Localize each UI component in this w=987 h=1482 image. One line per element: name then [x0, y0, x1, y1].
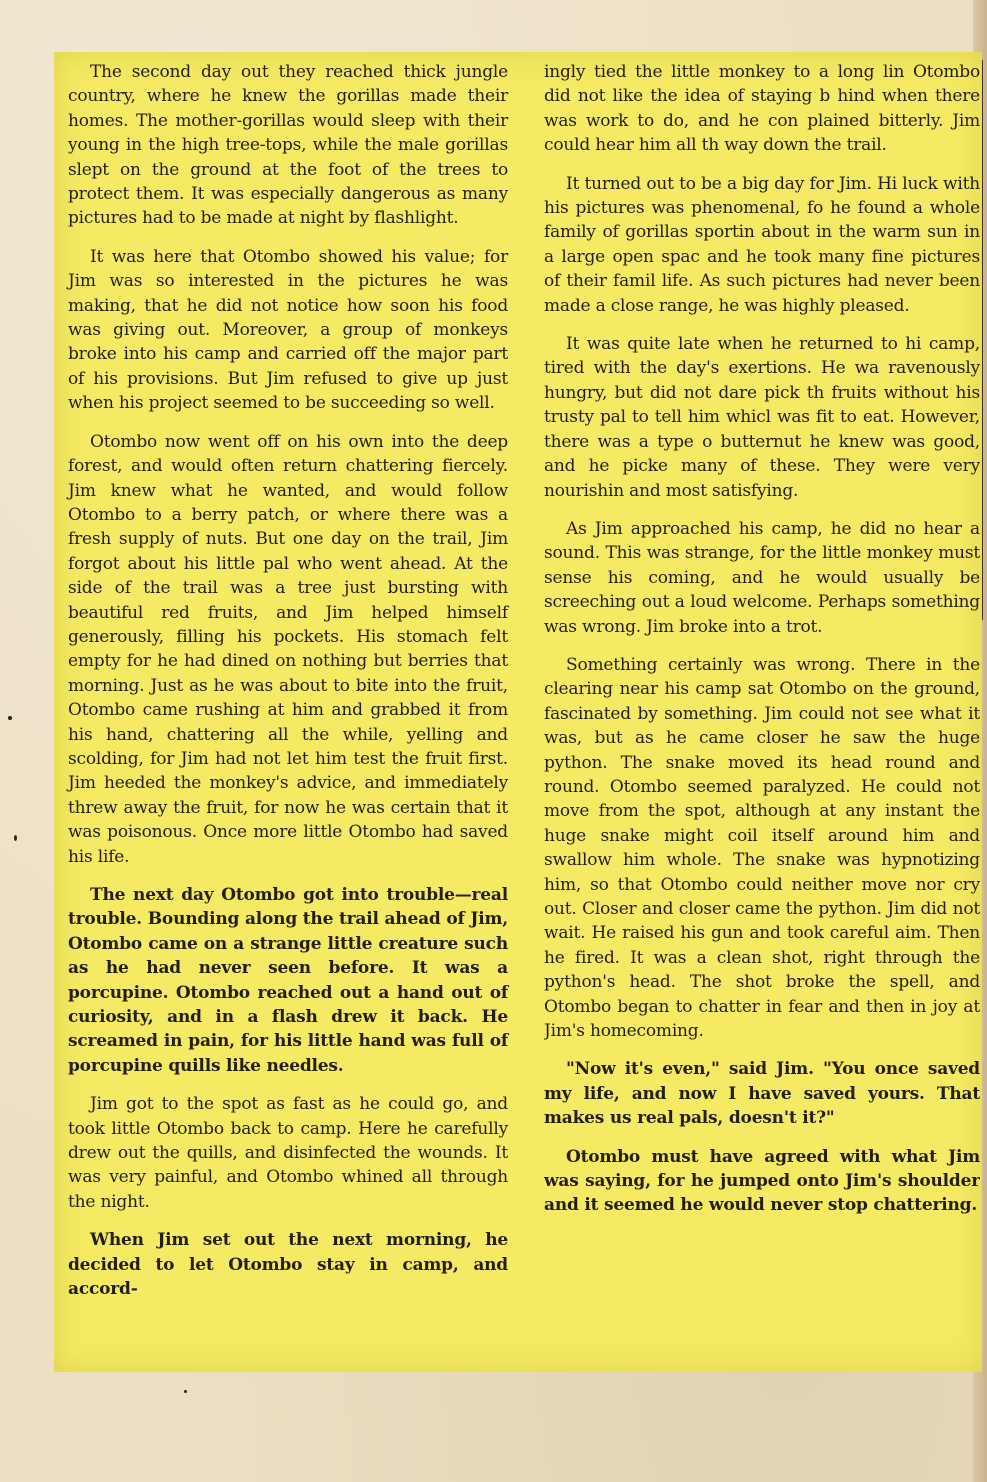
right-column [544, 60, 980, 1232]
paragraph: It turned out to be a big day for Jim. Hi luck with his pictures was phenomenal, fo he found a whole family of gorillas sportin about in the warm sun in a large open spac and he took many fine pictures of their famil life. As such pictures had never been made a close range, he was highly pleased. [544, 173, 980, 316]
left-column [68, 60, 508, 1316]
paragraph: The next day Otombo got into trouble—real trouble. Bounding along the trail ahead of Jim, Otombo came on a strange little creature such as he had never seen before. It was a porcupine. Otombo reached out a hand out of curiosity, and in a flash drew it back. He screamed in pain, for his little hand was full of porcupine quills like needles. [68, 885, 508, 1076]
paragraph: As Jim approached his camp, he did no hear a sound. This was strange, for the little monkey must sense his coming, and he would usually be screeching out a loud welcome. Perhaps something was wrong. Jim broke into a trot. [544, 518, 980, 637]
paragraph: "Now it's even," said Jim. "You once saved my life, and now I have saved yours. That makes us real pals, doesn't it?" [544, 1059, 980, 1129]
ink-speck [184, 1390, 187, 1393]
paragraph: The second day out they reached thick jungle country, where he knew the gorillas made their homes. The mother-gorillas would sleep with their young in the high tree-tops, while the male gorillas slept on the ground at the foot of the trees to protect them. It was especially dangerous as many pictures had to be made at night by flashlight. [68, 62, 508, 229]
paragraph: It was here that Otombo showed his value; for Jim was so interested in the pictures he was making, that he did not notice how soon his food was giving out. Moreover, a group of monkeys broke into his camp and carried off the major part of his provisions. But Jim refused to give up just when his project seemed to be succeeding so well. [68, 246, 508, 414]
paragraph: Something certainly was wrong. There in the clearing near his camp sat Otombo on the ground, fascinated by something. Jim could not see what it was, but as he came closer he saw the huge python. The snake moved its head round and round. Otombo seemed paralyzed. He could not move from the spot, although at any instant the huge snake might coil itself around him and swallow him whole. The snake was hypnotizing him, so that Otombo could neither move nor cry out. Closer and closer came the python. Jim did not wait. He raised his gun and took careful aim. Then he fired. It was a clean shot, right through the python's head. The shot broke the spell, and Otombo began to chatter in fear and then in joy at Jim's homecoming. [544, 654, 980, 1042]
paragraph: ingly tied the little monkey to a long lin Otombo did not like the idea of staying b hind when there was work to do, and he con plained bitterly. Jim could hear him all th way down the trail. [544, 62, 980, 156]
ink-speck [14, 835, 17, 841]
paragraph: Otombo now went off on his own into the deep forest, and would often return chattering fiercely. Jim knew what he wanted, and would follow Otombo to a berry patch, or where there was a fresh supply of nuts. But one day on the trail, Jim forgot about his little pal who went ahead. At the side of the trail was a tree just bursting with beautiful red fruits, and Jim helped himself generously, filling his pockets. His stomach felt empty for he had dined on nothing but berries that morning. Just as he was about to bite into the fruit, Otombo came rushing at him and grabbed it from his hand, chattering all the while, yelling and scolding, for Jim had not let him test the fruit first. Jim heeded the monkey's advice, and immediately threw away the fruit, for now he was certain that it was poisonous. Once more little Otombo had saved his life. [68, 431, 508, 867]
paragraph: Jim got to the spot as fast as he could go, and took little Otombo back to camp. Here he carefully drew out the quills, and disinfected the wounds. It was very painful, and Otombo whined all through the night. [68, 1094, 508, 1212]
paragraph: When Jim set out the next morning, he decided to let Otombo stay in camp, and accord- [68, 1230, 508, 1300]
paragraph: Otombo must have agreed with what Jim was saying, for he jumped onto Jim's shoulder and it seemed he would never stop chattering. [544, 1146, 980, 1216]
ink-speck [8, 716, 12, 720]
paragraph: It was quite late when he returned to hi camp, tired with the day's exertions. He wa ravenously hungry, but did not dare pick th fruits without his trusty pal to tell him whicl was fit to eat. However, there was a type o butternut he knew was good, and he picke many of these. They were very nourishin and most satisfying. [544, 334, 980, 501]
